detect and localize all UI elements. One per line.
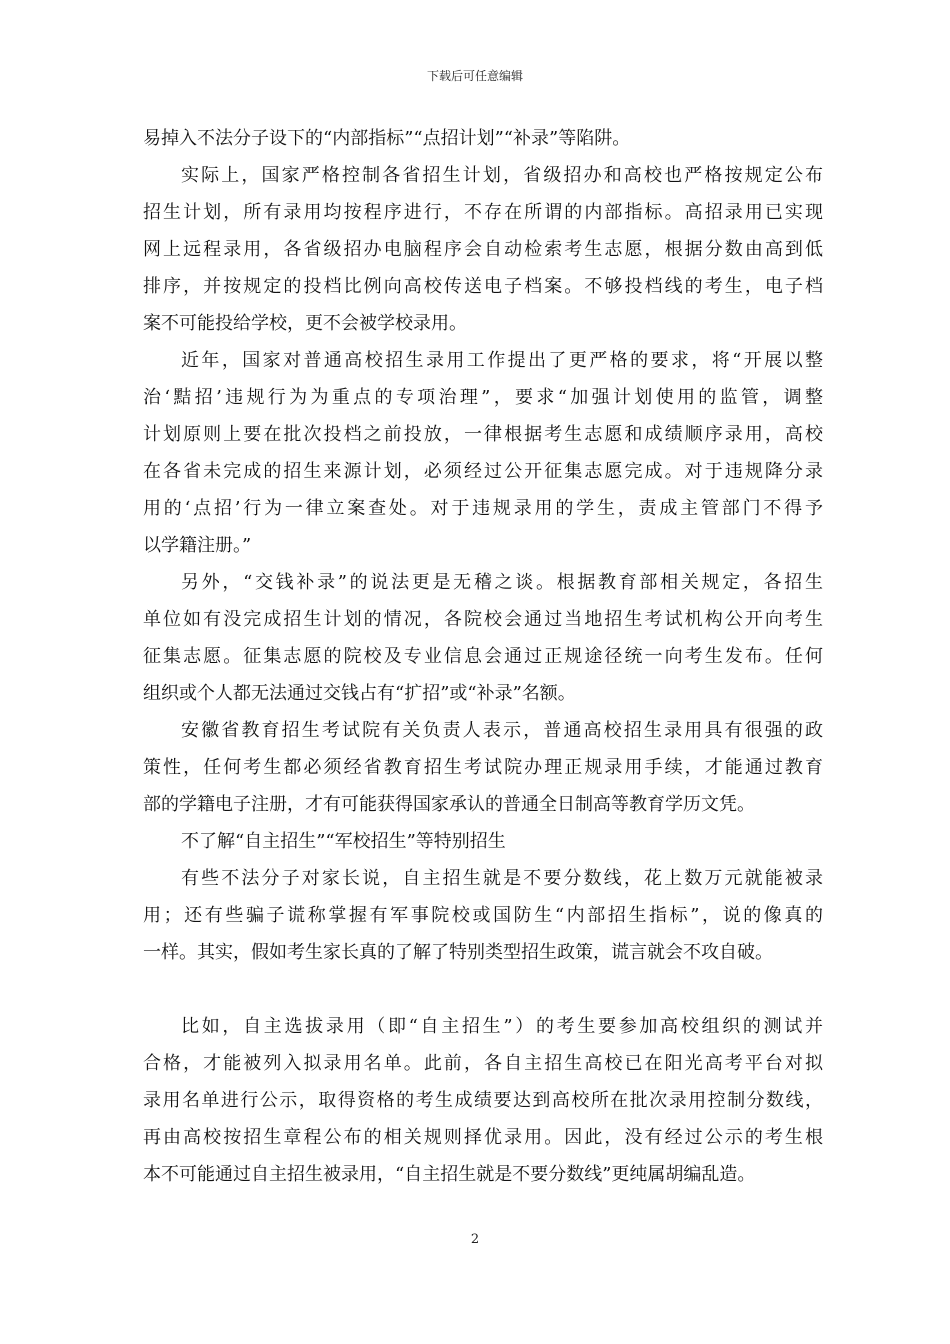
text-line: 治‘黠招’违规行为为重点的专项治理”，要求“加强计划使用的监管，调整 bbox=[143, 387, 823, 408]
text-line: 排序，并按规定的投档比例向高校传送电子档案。不够投档线的考生，电子档 bbox=[143, 276, 823, 297]
text-line: 在各省未完成的招生来源计划，必须经过公开征集志愿完成。对于违规降分录 bbox=[143, 461, 823, 482]
paragraph-spacer bbox=[143, 971, 823, 1008]
text-line: 实际上，国家严格控制各省招生计划，省级招办和高校也严格按规定公布 bbox=[181, 165, 823, 186]
text-line: 征集志愿。征集志愿的院校及专业信息会通过正规途径统一向考生发布。任何 bbox=[143, 646, 823, 667]
text-line: 有些不法分子对家长说，自主招生就是不要分数线，花上数万元就能被录 bbox=[181, 868, 823, 889]
text-line: 本不可能通过自主招生被录用，“自主招生就是不要分数线”更纯属胡编乱造。 bbox=[143, 1164, 756, 1185]
text-line: 比如，自主选拔录用（即“自主招生”）的考生要参加高校组织的测试并 bbox=[181, 1016, 823, 1037]
text-line: 安徽省教育招生考试院有关负责人表示，普通高校招生录用具有很强的政 bbox=[181, 720, 823, 741]
text-line: 不了解“自主招生”“军校招生”等特别招生 bbox=[181, 831, 506, 852]
text-line: 案不可能投给学校，更不会被学校录用。 bbox=[143, 313, 467, 334]
text-line: 部的学籍电子注册，才有可能获得国家承认的普通全日制高等教育学历文凭。 bbox=[143, 794, 755, 815]
text-line: 用；还有些骗子谎称掌握有军事院校或国防生“内部招生指标”，说的像真的 bbox=[143, 905, 823, 926]
page-header: 下载后可任意编辑 bbox=[426, 69, 523, 83]
text-line: 单位如有没完成招生计划的情况，各院校会通过当地招生考试机构公开向考生 bbox=[143, 609, 823, 630]
text-line: 录用名单进行公示，取得资格的考生成绩要达到高校所在批次录用控制分数线， bbox=[143, 1090, 823, 1111]
page-number: 2 bbox=[470, 1232, 480, 1247]
text-line: 合格，才能被列入拟录用名单。此前，各自主招生高校已在阳光高考平台对拟 bbox=[143, 1053, 823, 1074]
text-line: 计划原则上要在批次投档之前投放，一律根据考生志愿和成绩顺序录用，高校 bbox=[143, 424, 823, 445]
text-line: 另外，“交钱补录”的说法更是无稽之谈。根据教育部相关规定，各招生 bbox=[181, 572, 823, 593]
text-line: 以学籍注册。” bbox=[143, 535, 252, 556]
text-line: 一样。其实，假如考生家长真的了解了特别类型招生政策，谎言就会不攻自破。 bbox=[143, 942, 773, 963]
text-line: 网上远程录用，各省级招办电脑程序会自动检索考生志愿，根据分数由高到低 bbox=[143, 239, 823, 260]
text-line: 组织或个人都无法通过交钱占有“扩招”或“补录”名额。 bbox=[143, 683, 576, 704]
text-line: 再由高校按招生章程公布的相关规则择优录用。因此，没有经过公示的考生根 bbox=[143, 1127, 823, 1148]
text-line: 用的‘点招’行为一律立案查处。对于违规录用的学生，责成主管部门不得予 bbox=[143, 498, 823, 519]
text-line: 招生计划，所有录用均按程序进行，不存在所谓的内部指标。高招录用已实现 bbox=[143, 202, 823, 223]
text-line: 易掉入不法分子设下的“内部指标”“点招计划”“补录”等陷阱。 bbox=[143, 128, 631, 149]
text-line: 策性，任何考生都必须经省教育招生考试院办理正规录用手续，才能通过教育 bbox=[143, 757, 823, 778]
body-text bbox=[143, 120, 823, 1193]
text-line: 近年，国家对普通高校招生录用工作提出了更严格的要求，将“开展以整 bbox=[181, 350, 823, 371]
